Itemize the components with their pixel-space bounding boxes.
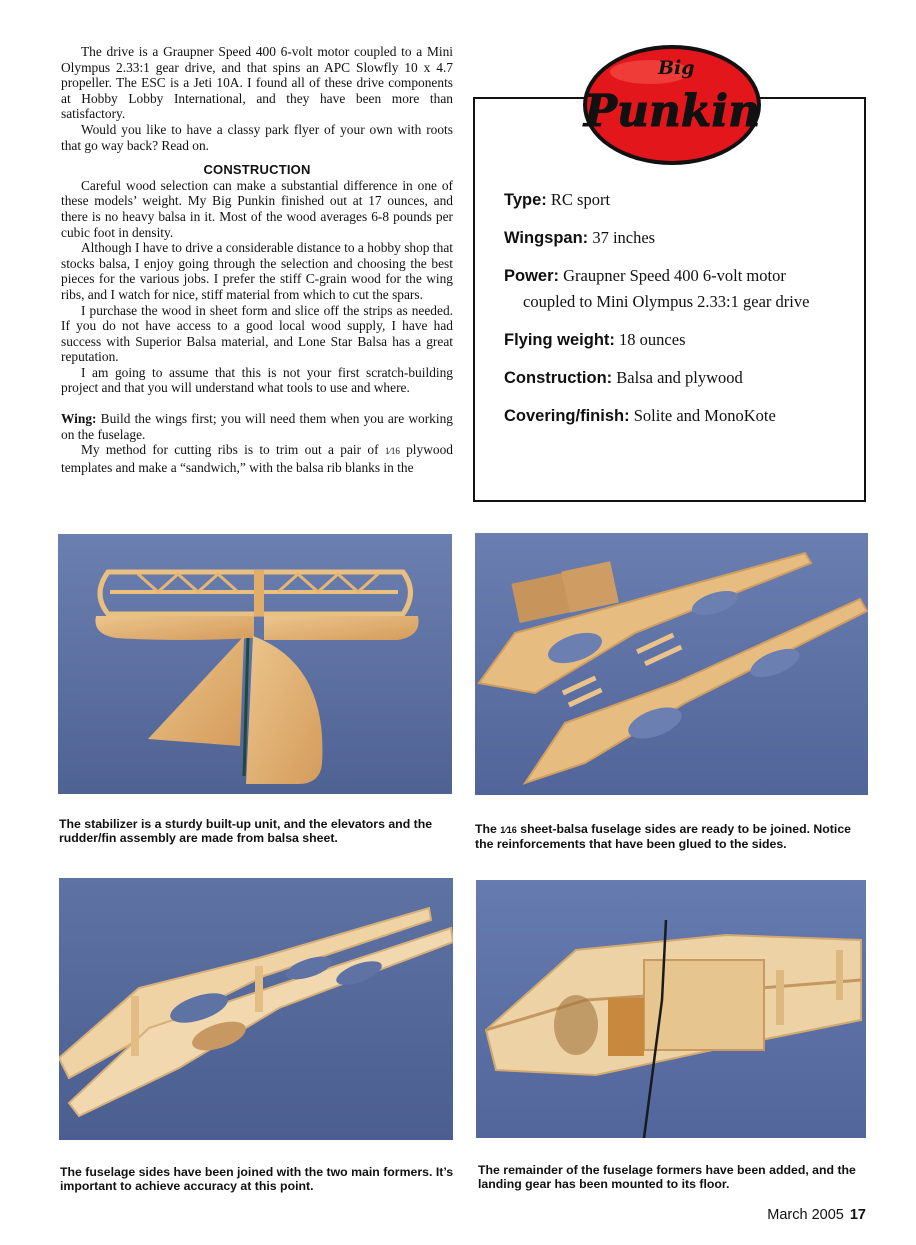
caption-part: The xyxy=(475,822,501,836)
paragraph: I am going to assume that this is not your first scratch-building project and that you will understand what tools to use and where. xyxy=(61,364,453,396)
spec-value: Balsa and plywood xyxy=(616,368,743,387)
fraction: 1⁄16 xyxy=(500,825,517,835)
caption-part: sheet-balsa fuselage sides are ready to be joined. Notice the reinforcements that have been glued to the sides. xyxy=(475,822,851,851)
photo-fuselage-joined xyxy=(59,878,453,1140)
fraction: 1⁄16 xyxy=(384,446,400,457)
spec-value: Solite and MonoKote xyxy=(633,406,776,425)
paragraph-wing xyxy=(61,411,453,442)
photo-fuselage-sides xyxy=(475,533,868,795)
spec-label: Flying weight: xyxy=(504,331,615,349)
paragraph: Although I have to drive a considerable distance to a hobby shop that stocks balsa, I enjoy going through the selection and choosing the best pieces for the various jobs. I prefer the stiff C-grain wood for the wing ribs, and I watch for nice, stiff material from which to cut the spars. xyxy=(61,240,453,302)
spec-label: Covering/finish: xyxy=(504,407,630,425)
paragraph-part: My method for cutting ribs is to trim out a pair of xyxy=(81,442,385,458)
wing-label: Wing: xyxy=(61,411,97,427)
caption-stabilizer: The stabilizer is a sturdy built-up unit, and the elevators and the rudder/fin assembly are made from balsa sheet. xyxy=(59,817,433,845)
logo-small-word: Big xyxy=(658,57,695,79)
spec-type xyxy=(504,187,854,213)
spec-value: 18 ounces xyxy=(619,330,686,349)
spec-power xyxy=(504,263,854,315)
caption-fuselage-sides xyxy=(475,822,870,851)
spec-construction xyxy=(504,365,854,391)
paragraph: The drive is a Graupner Speed 400 6-volt motor coupled to a Mini Olympus 2.33:1 gear drive, and that spins an APC Slowfly 10 x 4.7 propeller. The ESC is a Jeti 10A. I found all of these drive components at Hobby Lobby International, and they have been more than satisfactory. xyxy=(61,44,453,122)
spec-label: Wingspan: xyxy=(504,229,589,247)
spec-value-cont: coupled to Mini Olympus 2.33:1 gear drive xyxy=(523,292,810,311)
issue-date: March 2005 xyxy=(767,1207,844,1223)
article-body xyxy=(61,44,453,475)
spec-value: RC sport xyxy=(550,190,611,209)
paragraph xyxy=(61,442,453,475)
spec-list xyxy=(504,187,854,441)
wing-text: Build the wings first; you will need them when you are working on the fuselage. xyxy=(61,411,453,442)
spec-label: Type: xyxy=(504,191,547,209)
spec-label: Construction: xyxy=(504,369,613,387)
page-footer xyxy=(767,1207,866,1223)
paragraph: Would you like to have a classy park flyer of your own with roots that go way back? Read on. xyxy=(61,121,453,153)
paragraph-part: plywood templates and make a “sandwich,” with the balsa rib blanks in the xyxy=(61,442,453,475)
paragraph: I purchase the wood in sheet form and slice off the strips as needed. If you do not have access to a good local wood supply, I have had success with Superior Balsa material, and Lone Star Balsa has a great reputation. xyxy=(61,302,453,365)
spec-value: 37 inches xyxy=(592,228,656,247)
spec-flying-weight xyxy=(504,327,854,353)
photo-stabilizer xyxy=(58,534,452,794)
caption-formers-landing-gear: The remainder of the fuselage formers have been added, and the landing gear has been mounted to its floor. xyxy=(478,1163,856,1191)
logo-big-word: Punkin xyxy=(583,86,761,137)
spec-wingspan xyxy=(504,225,854,251)
paragraph: Careful wood selection can make a substantial difference in one of these models’ weight. My Big Punkin finished out at 17 ounces, and there is no heavy balsa in it. Most of the wood averages 6-8 pounds per cubic foot in density. xyxy=(61,177,453,240)
section-heading: CONSTRUCTION xyxy=(203,162,311,178)
photo-formers-landing-gear xyxy=(476,880,866,1138)
caption-fuselage-joined: The fuselage sides have been joined with the two main formers. It’s important to achieve accuracy at this point. xyxy=(60,1165,454,1193)
spec-value: Graupner Speed 400 6-volt motor xyxy=(563,266,786,285)
spec-label: Power: xyxy=(504,267,560,285)
spec-covering xyxy=(504,403,854,429)
page-number: 17 xyxy=(849,1207,866,1223)
big-punkin-logo xyxy=(580,42,764,168)
